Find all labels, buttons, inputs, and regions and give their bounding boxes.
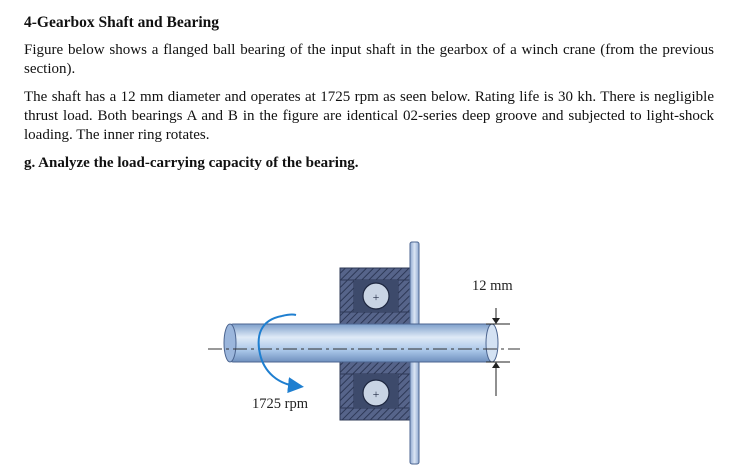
task-question: g. Analyze the load-carrying capacity of the bearing. xyxy=(24,155,359,171)
shaft xyxy=(230,324,492,362)
section-title: 4-Gearbox Shaft and Bearing xyxy=(24,14,220,31)
diameter-label: 12 mm xyxy=(472,278,513,294)
bearing-lower xyxy=(340,362,412,420)
svg-text:+: + xyxy=(372,387,380,401)
bearing-figure xyxy=(200,236,540,468)
paragraph-specs: The shaft has a 12 mm diameter and operates at 1725 rpm as seen below. Rating life is 30 kh. There is negligible thrust load. Both bearings A and B in the figure are identical 02-series deep groove and subjected to light-shock loading. The inner ring rotates. xyxy=(24,89,714,143)
svg-text:+: + xyxy=(372,290,380,304)
bearing-upper xyxy=(340,268,412,324)
paragraph-intro: Figure below shows a flanged ball bearing of the input shaft in the gearbox of a winch crane (from the previous section). xyxy=(24,42,714,77)
bearing-diagram xyxy=(200,236,540,468)
speed-label: 1725 rpm xyxy=(252,396,308,412)
document xyxy=(24,14,714,182)
